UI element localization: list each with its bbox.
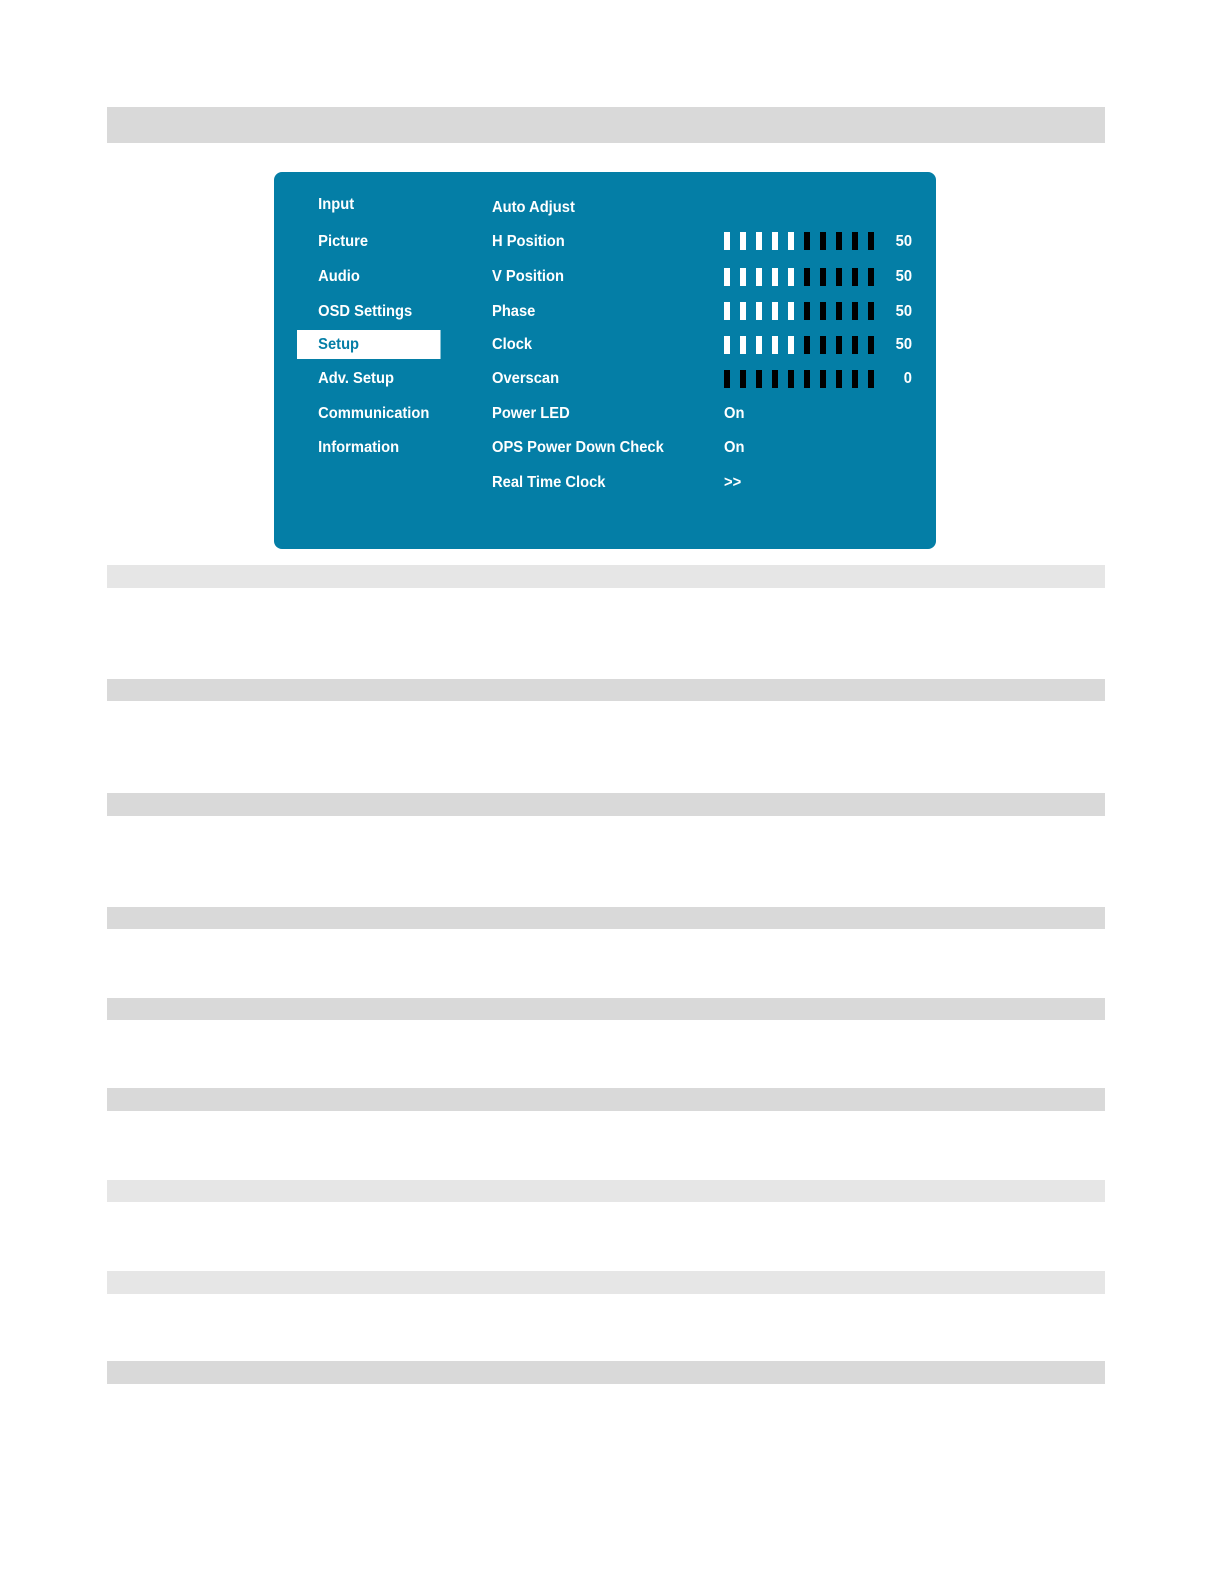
slider-segment — [772, 268, 778, 286]
slider-segment — [740, 268, 746, 286]
slider-segment — [836, 268, 842, 286]
slider-segment — [868, 268, 874, 286]
slider-segment — [772, 370, 778, 388]
slider-segment — [724, 370, 730, 388]
section-band — [107, 1271, 1105, 1294]
h-position-slider[interactable] — [724, 232, 876, 250]
slider-segment — [788, 268, 794, 286]
menu-item-communication[interactable]: Communication — [318, 405, 430, 422]
osd-setup-menu — [274, 172, 936, 549]
slider-segment — [740, 336, 746, 354]
phase-slider[interactable] — [724, 302, 876, 320]
menu-item-setup[interactable]: Setup — [297, 330, 441, 359]
slider-segment — [868, 232, 874, 250]
slider-segment — [804, 302, 810, 320]
menu-item-adv-setup[interactable]: Adv. Setup — [318, 370, 394, 387]
slider-segment — [852, 302, 858, 320]
menu-item-information[interactable]: Information — [318, 439, 400, 456]
setup-label-real-time-clock[interactable]: Real Time Clock — [492, 474, 606, 491]
setup-label-power-led[interactable]: Power LED — [492, 405, 570, 422]
slider-segment — [788, 370, 794, 388]
setup-label-clock[interactable]: Clock — [492, 336, 533, 353]
setup-label-phase[interactable]: Phase — [492, 303, 536, 320]
slider-segment — [788, 232, 794, 250]
h-position-value: 50 — [895, 233, 912, 250]
section-band — [107, 1180, 1105, 1202]
slider-segment — [724, 302, 730, 320]
slider-segment — [756, 268, 762, 286]
slider-segment — [788, 336, 794, 354]
slider-segment — [772, 232, 778, 250]
slider-segment — [852, 268, 858, 286]
menu-item-audio[interactable]: Audio — [318, 268, 360, 285]
setup-label-overscan[interactable]: Overscan — [492, 370, 560, 387]
slider-segment — [836, 302, 842, 320]
overscan-slider[interactable] — [724, 370, 876, 388]
slider-segment — [772, 302, 778, 320]
real-time-clock-submenu-arrow[interactable]: >> — [724, 474, 742, 491]
slider-segment — [820, 370, 826, 388]
phase-value: 50 — [895, 303, 912, 320]
setup-label-auto-adjust[interactable]: Auto Adjust — [492, 199, 575, 216]
slider-segment — [756, 232, 762, 250]
slider-segment — [724, 232, 730, 250]
slider-segment — [820, 302, 826, 320]
section-band — [107, 107, 1105, 143]
slider-segment — [756, 336, 762, 354]
slider-segment — [804, 336, 810, 354]
power-led-value[interactable]: On — [724, 405, 745, 422]
slider-segment — [820, 232, 826, 250]
slider-segment — [724, 336, 730, 354]
setup-label-h-position[interactable]: H Position — [492, 233, 565, 250]
slider-segment — [868, 302, 874, 320]
slider-segment — [836, 370, 842, 388]
v-position-slider[interactable] — [724, 268, 876, 286]
menu-item-osd-settings[interactable]: OSD Settings — [318, 303, 413, 320]
section-band — [107, 1361, 1105, 1384]
section-band — [107, 1088, 1105, 1111]
slider-segment — [852, 232, 858, 250]
slider-segment — [868, 370, 874, 388]
ops-power-down-check-value[interactable]: On — [724, 439, 745, 456]
slider-segment — [772, 336, 778, 354]
slider-segment — [852, 336, 858, 354]
section-band — [107, 565, 1105, 588]
slider-segment — [740, 232, 746, 250]
setup-label-ops-power-down-check[interactable]: OPS Power Down Check — [492, 439, 664, 456]
slider-segment — [820, 336, 826, 354]
section-band — [107, 679, 1105, 701]
slider-segment — [820, 268, 826, 286]
slider-segment — [804, 232, 810, 250]
v-position-value: 50 — [895, 268, 912, 285]
slider-segment — [788, 302, 794, 320]
slider-segment — [836, 232, 842, 250]
section-band — [107, 793, 1105, 816]
clock-slider[interactable] — [724, 336, 876, 354]
slider-segment — [756, 302, 762, 320]
slider-segment — [836, 336, 842, 354]
slider-segment — [756, 370, 762, 388]
slider-segment — [740, 370, 746, 388]
section-band — [107, 998, 1105, 1020]
menu-item-picture[interactable]: Picture — [318, 233, 369, 250]
slider-segment — [852, 370, 858, 388]
slider-segment — [804, 370, 810, 388]
slider-segment — [868, 336, 874, 354]
clock-value: 50 — [895, 336, 912, 353]
slider-segment — [724, 268, 730, 286]
slider-segment — [740, 302, 746, 320]
setup-label-v-position[interactable]: V Position — [492, 268, 564, 285]
overscan-value: 0 — [903, 370, 912, 387]
slider-segment — [804, 268, 810, 286]
section-band — [107, 907, 1105, 929]
menu-item-input[interactable]: Input — [318, 196, 355, 213]
